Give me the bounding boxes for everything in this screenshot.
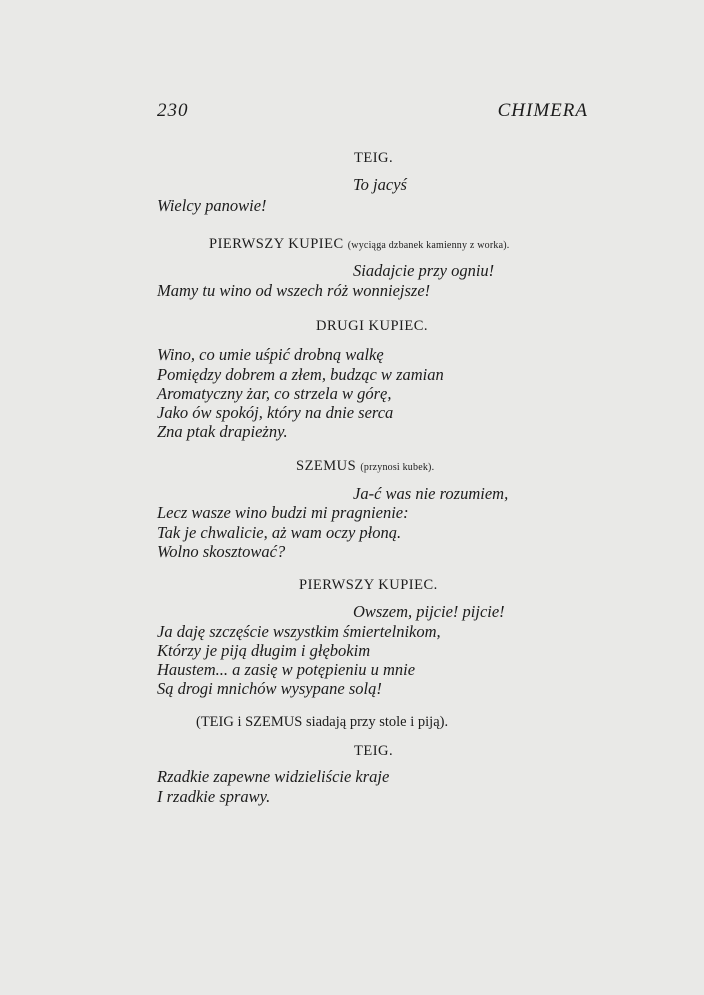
verse-line: Wino, co umie uśpić drobną walkę xyxy=(157,345,384,364)
verse-line: Rzadkie zapewne widzieliście kraje xyxy=(157,767,390,786)
stage-direction: (wyciąga dzbanek kamienny z worka). xyxy=(347,240,510,251)
verse-line: Pomiędzy dobrem a złem, budząc w zamian xyxy=(157,365,444,384)
verse-line: Ja daję szczęście wszystkim śmiertelnikom, xyxy=(157,622,441,641)
speaker-name: PIERWSZY KUPIEC xyxy=(209,236,344,252)
running-title: CHIMERA xyxy=(497,100,588,121)
speaker-drugi-kupiec: DRUGI KUPIEC. xyxy=(316,318,429,334)
speaker-szemus xyxy=(296,458,434,475)
verse-line: Aromatyczny żar, co strzela w górę, xyxy=(157,384,392,403)
speaker-pierwszy-kupiec: PIERWSZY KUPIEC. xyxy=(299,577,438,593)
page-number: 230 xyxy=(157,100,189,121)
speaker-name: SZEMUS xyxy=(296,458,357,474)
verse-line: Lecz wasze wino budzi mi pragnienie: xyxy=(157,503,409,522)
stage-direction: (TEIG i SZEMUS siadają przy stole i piją). xyxy=(196,714,449,730)
verse-line: Zna ptak drapieżny. xyxy=(157,422,288,441)
verse-line: Siadajcie przy ogniu! xyxy=(353,261,495,280)
verse-line: Ja-ć was nie rozumiem, xyxy=(353,484,509,503)
verse-line: Jako ów spokój, który na dnie serca xyxy=(157,403,394,422)
verse-line: Tak je chwalicie, aż wam oczy płoną. xyxy=(157,523,402,542)
speaker-teig: TEIG. xyxy=(354,743,394,759)
stage-direction: (przynosi kubek). xyxy=(360,462,435,473)
speaker-teig: TEIG. xyxy=(354,150,394,166)
verse-line: Wielcy panowie! xyxy=(157,196,267,215)
verse-line: Mamy tu wino od wszech róż wonniejsze! xyxy=(157,281,431,300)
speaker-pierwszy-kupiec xyxy=(209,236,509,253)
verse-line: To jacyś xyxy=(353,175,407,194)
verse-line: Wolno skosztować? xyxy=(157,542,286,561)
verse-line: Są drogi mnichów wysypane solą! xyxy=(157,679,382,698)
verse-line: Którzy je piją długim i głębokim xyxy=(157,641,371,660)
verse-line: I rzadkie sprawy. xyxy=(157,787,271,806)
verse-line: Haustem... a zasię w potępieniu u mnie xyxy=(157,660,416,679)
verse-line: Owszem, pijcie! pijcie! xyxy=(353,602,505,621)
